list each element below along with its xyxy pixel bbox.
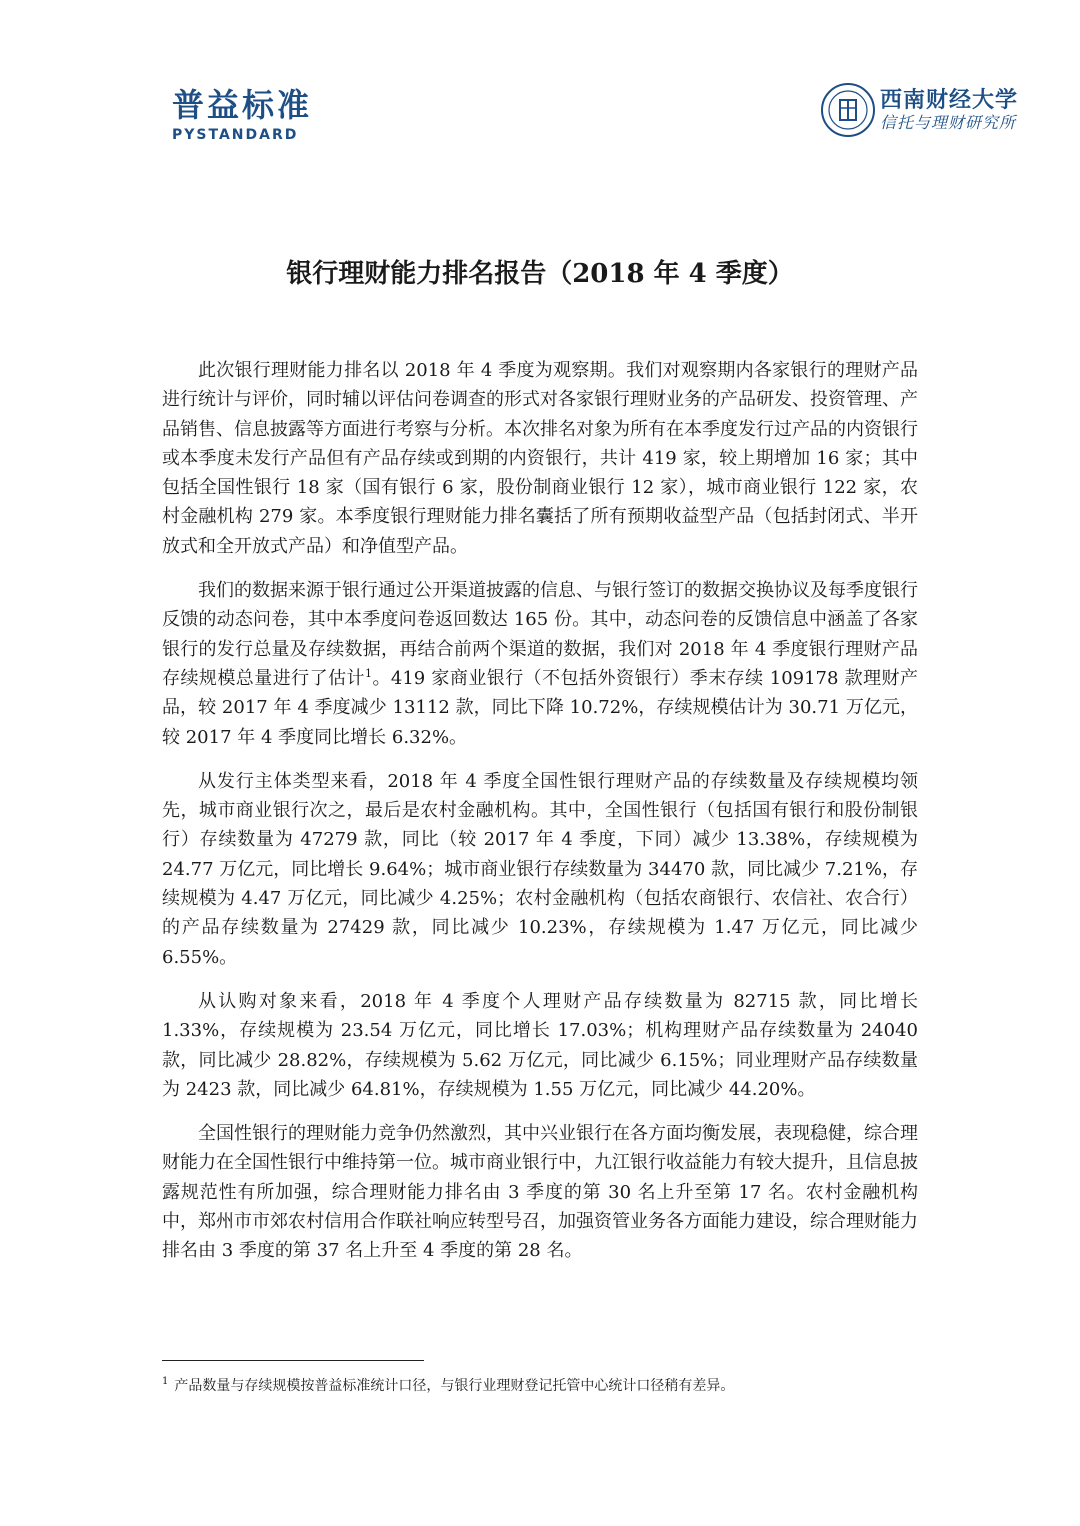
page-title: 银行理财能力排名报告（2018 年 4 季度） xyxy=(286,259,794,289)
paragraph-competition: 全国性银行的理财能力竞争仍然激烈，其中兴业银行在各方面均衡发展，表现稳健，综合理财能力在全国性银行中维持第一位。城市商业银行中，九江银行收益能力有较大提升，且信息披露规范性有所加强，综合理财能力排名由 3 季度的第 30 名上升至第 17 名。农村金融机构中，郑州市市郊农村信用合作联社响应转型号召，加强资管业务各方面能力建设，综合理财能力排名由 3 季度的第 37 名上升至 4 季度的第 28 名。 xyxy=(162,1123,918,1262)
paragraph-subscriber-type: 从认购对象来看，2018 年 4 季度个人理财产品存续数量为 82715 款，同比增长 1.33%，存续规模为 23.54 万亿元，同比增长 17.03%；机构理财产品存续数量为 24040 款，同比减少 28.82%，存续规模为 5.62 万亿元，同比减少 6.15%；同业理财产品存续数量为 2423 款，同比减少 64.81%，存续规模为 1.55 万亿元，同比减少 44.20%。 xyxy=(162,990,918,1100)
paragraph-data-source-text: 我们的数据来源于银行通过公开渠道披露的信息、与银行签订的数据交换协议及每季度银行反馈的动态问卷，其中本季度问卷返回数达 165 份。其中，动态问卷的反馈信息中涵盖了各家银行的发行总量及存续数据，再结合前两个渠道的数据，我们对 2018 年 4 季度银行理财产品存续规模总量进行了估计 xyxy=(162,580,918,689)
pystandard-logo xyxy=(172,86,312,144)
paragraph-overview: 此次银行理财能力排名以 2018 年 4 季度为观察期。我们对观察期内各家银行的理财产品进行统计与评价，同时辅以评估问卷调查的形式对各家银行理财业务的产品研发、投资管理、产品销售、信息披露等方面进行考察与分析。本次排名对象为所有在本季度发行过产品的内资银行或本季度未发行产品但有产品存续或到期的内资银行，共计 419 家，较上期增加 16 家；其中包括全国性银行 18 家（国有银行 6 家，股份制商业银行 12 家），城市商业银行 122 家，农村金融机构 279 家。本季度银行理财能力排名囊括了所有预期收益型产品（包括封闭式、半开放式和全开放式产品）和净值型产品。 xyxy=(162,360,918,557)
footnote-reference: 1 xyxy=(364,666,372,680)
footnote xyxy=(162,1376,918,1396)
university-name: 西南财经大学 xyxy=(880,87,1019,113)
swufe-logo xyxy=(820,82,1018,138)
paragraph-data-source-text-cont: 。419 家商业银行（不包括外资银行）季末存续 109178 款理财产品，较 2017 年 4 季度减少 13112 款，同比下降 10.72%，存续规模估计为 30.71 万亿元，较 2017 年 4 季度同比增长 6.32%。 xyxy=(162,667,918,748)
footnote-text: 产品数量与存续规模按普益标准统计口径，与银行业理财登记托管中心统计口径稍有差异。 xyxy=(174,1378,735,1394)
pystandard-logo-en: PYSTANDARD xyxy=(172,127,299,143)
institute-name: 信托与理财研究所 xyxy=(880,113,1017,132)
footnote-number: 1 xyxy=(162,1376,169,1388)
university-seal-icon xyxy=(820,82,876,138)
footnote-divider xyxy=(162,1360,424,1361)
report-body xyxy=(162,356,918,1281)
paragraph-data-source xyxy=(162,576,918,752)
paragraph-issuer-type: 从发行主体类型来看，2018 年 4 季度全国性银行理财产品的存续数量及存续规模均领先，城市商业银行次之，最后是农村金融机构。其中，全国性银行（包括国有银行和股份制银行）存续数量为 47279 款，同比（较 2017 年 4 季度，下同）减少 13.38%，存续规模为 24.77 万亿元，同比增长 9.64%；城市商业银行存续数量为 34470 款，同比减少 7.21%，存续规模为 4.47 万亿元，同比减少 4.25%；农村金融机构（包括农商银行、农信社、农合行）的产品存续数量为 27429 款，同比减少 10.23%，存续规模为 1.47 万亿元，同比减少 6.55%。 xyxy=(162,770,918,968)
pystandard-logo-cn: 普益标准 xyxy=(172,86,313,124)
